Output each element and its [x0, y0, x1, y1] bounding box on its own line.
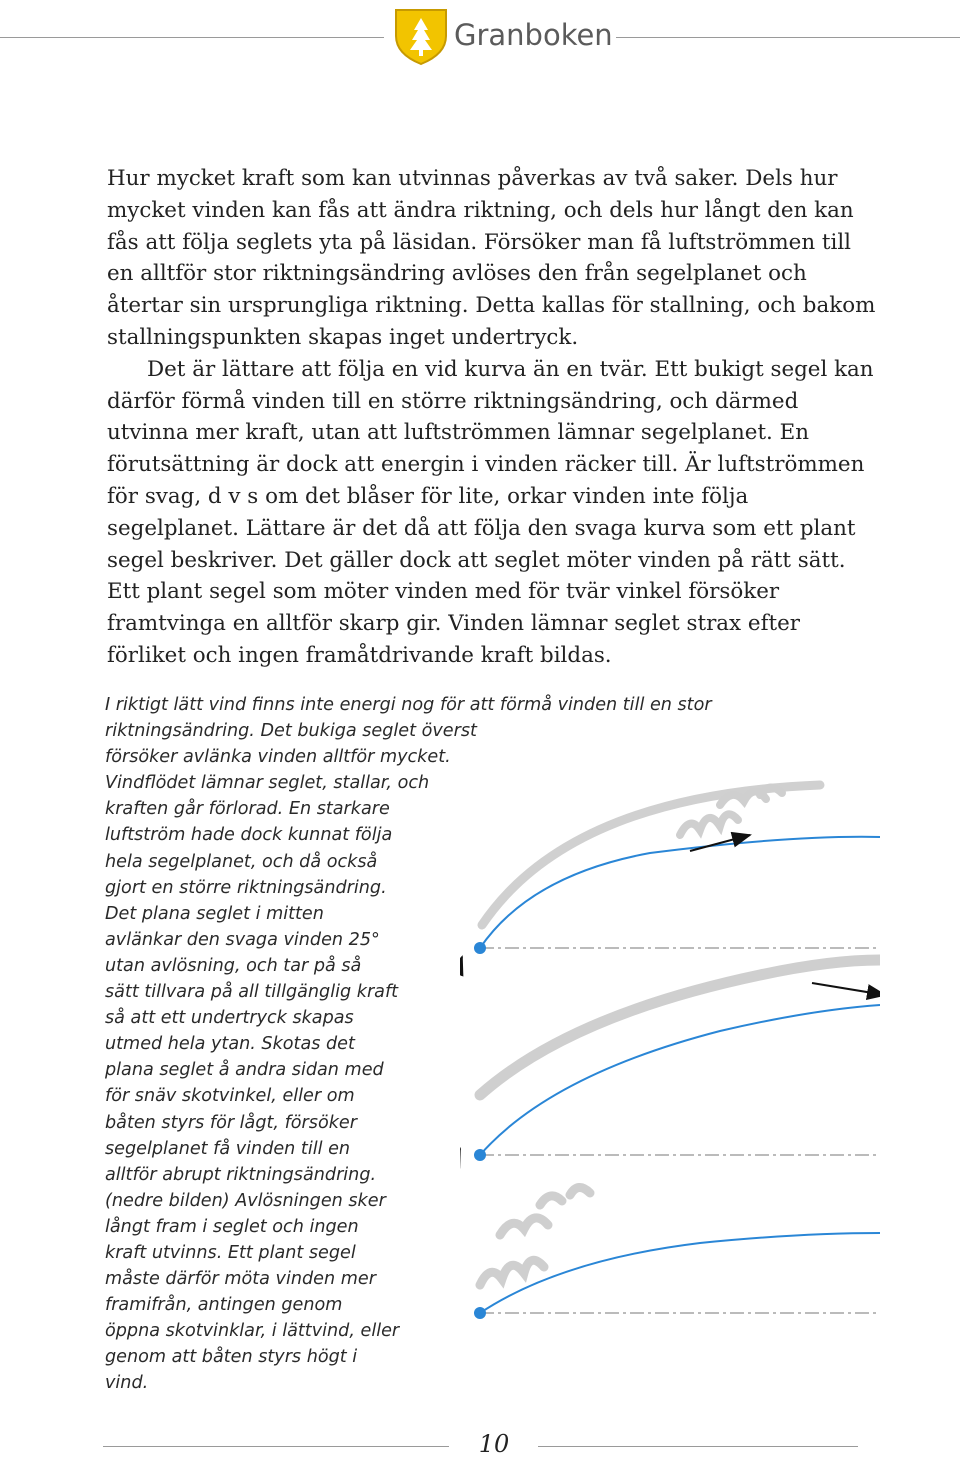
caption-line: hela segelplanet, och då också [105, 851, 378, 872]
caption-line: I riktigt lätt vind finns inte energi nog för att förmå vinden till en stor [105, 695, 712, 715]
header-rule-right [616, 37, 960, 38]
wind-arrow [812, 983, 880, 995]
caption-line: genom att båten styrs högt i [105, 1347, 358, 1368]
footer-rule-right [538, 1446, 858, 1447]
airflow-streamline [482, 785, 820, 925]
brand-wordmark: Granboken [454, 18, 613, 52]
caption-line: framifrån, antingen genom [105, 1295, 343, 1316]
caption-line: Det plana seglet i mitten [105, 903, 324, 924]
sail-airflow-diagram [460, 765, 880, 1365]
diagram-top-cambered-sail [474, 785, 880, 954]
caption-line: långt fram i seglet och ingen [105, 1216, 359, 1237]
airflow-streamline [480, 960, 880, 1095]
caption-line: öppna skotvinklar, i lättvind, eller [105, 1321, 400, 1342]
paragraph: Det är lättare att följa en vid kurva än en tvär. Ett bukigt segel kan därför förmå vinden till en större riktningsändring, och därmed utvinna mer kraft, utan att luftströmmen lämnar segelplanet. En förutsättning är dock att energin i vinden räcker till. Är luftströmmen för svag, d v s om det blåser för lite, orkar vinden inte följa segelplanet. Lättare är det då att följa den svaga kurva som ett plant segel beskriver. Det gäller dock att seglet möter vinden på rätt sätt. Ett plant segel som möter vinden med för tvär vinkel försöker framtvinga en alltför skarp gir. Vinden lämnar seglet strax efter förliket och ingen framåtdrivande kraft bildas. [107, 356, 874, 668]
caption-line: utmed hela ytan. Skotas det [105, 1034, 355, 1055]
caption-line: så att ett undertryck skapas [105, 1008, 354, 1029]
paragraph: Hur mycket kraft som kan utvinnas påverkas av två saker. Dels hur mycket vinden kan fås att ändra riktning, och dels hur långt den kan fås att följa seglets yta på läsidan. Försöker man få luftströmmen till en alltför stor riktningsändring avlöses den från segelplanet och återtar sin ursprungliga riktning. Detta kallas för stallning, och bakom stallningspunkten skapas inget undertryck. [107, 166, 876, 350]
caption-line: luftström hade dock kunnat följa [105, 825, 393, 846]
sail-curve [480, 1233, 880, 1313]
caption-line: alltför abrupt riktningsändring. [105, 1164, 377, 1185]
caption-line: plana seglet å andra sidan med [105, 1060, 384, 1081]
mast-point [474, 1149, 486, 1161]
diagram-middle-flat-sail [460, 957, 880, 1161]
header-rule-left [0, 37, 384, 38]
caption-line: båten styrs för lågt, försöker [105, 1112, 357, 1133]
mast-point [474, 1307, 486, 1319]
caption-line: avlänkar den svaga vinden 25° [105, 929, 380, 950]
caption-line: försöker avlänka vinden alltför mycket. [105, 747, 451, 768]
caption-line: (nedre bilden) Avlösningen sker [105, 1190, 386, 1211]
diagram-bottom-flat-sail-stalled [460, 1149, 880, 1319]
caption-line: för snäv skotvinkel, eller om [105, 1086, 355, 1107]
airflow-turbulence [680, 787, 782, 835]
footer-rule-left [103, 1446, 449, 1447]
wind-arrow [460, 957, 462, 1045]
page-number: 10 [478, 1430, 510, 1458]
caption-line: sätt tillvara på all tillgänglig kraft [105, 982, 399, 1003]
caption-line: segelplanet få vinden till en [105, 1138, 351, 1159]
caption-line: Vindflödet lämnar seglet, stallar, och [105, 773, 430, 794]
caption-line: vind. [105, 1373, 149, 1394]
article-body [107, 163, 882, 672]
caption-line: måste därför möta vinden mer [105, 1269, 376, 1290]
caption-line: utan avlösning, och tar på så [105, 955, 362, 976]
caption-line: riktningsändring. Det bukiga seglet överst [105, 721, 477, 742]
sail-curve [480, 1005, 880, 1155]
sail-curve [480, 837, 880, 948]
mast-point [474, 942, 486, 954]
caption-line: kraften går förlorad. En starkare [105, 799, 390, 820]
caption-line: gjort en större riktningsändring. [105, 877, 387, 898]
caption-line: kraft utvinns. Ett plant segel [105, 1242, 356, 1263]
